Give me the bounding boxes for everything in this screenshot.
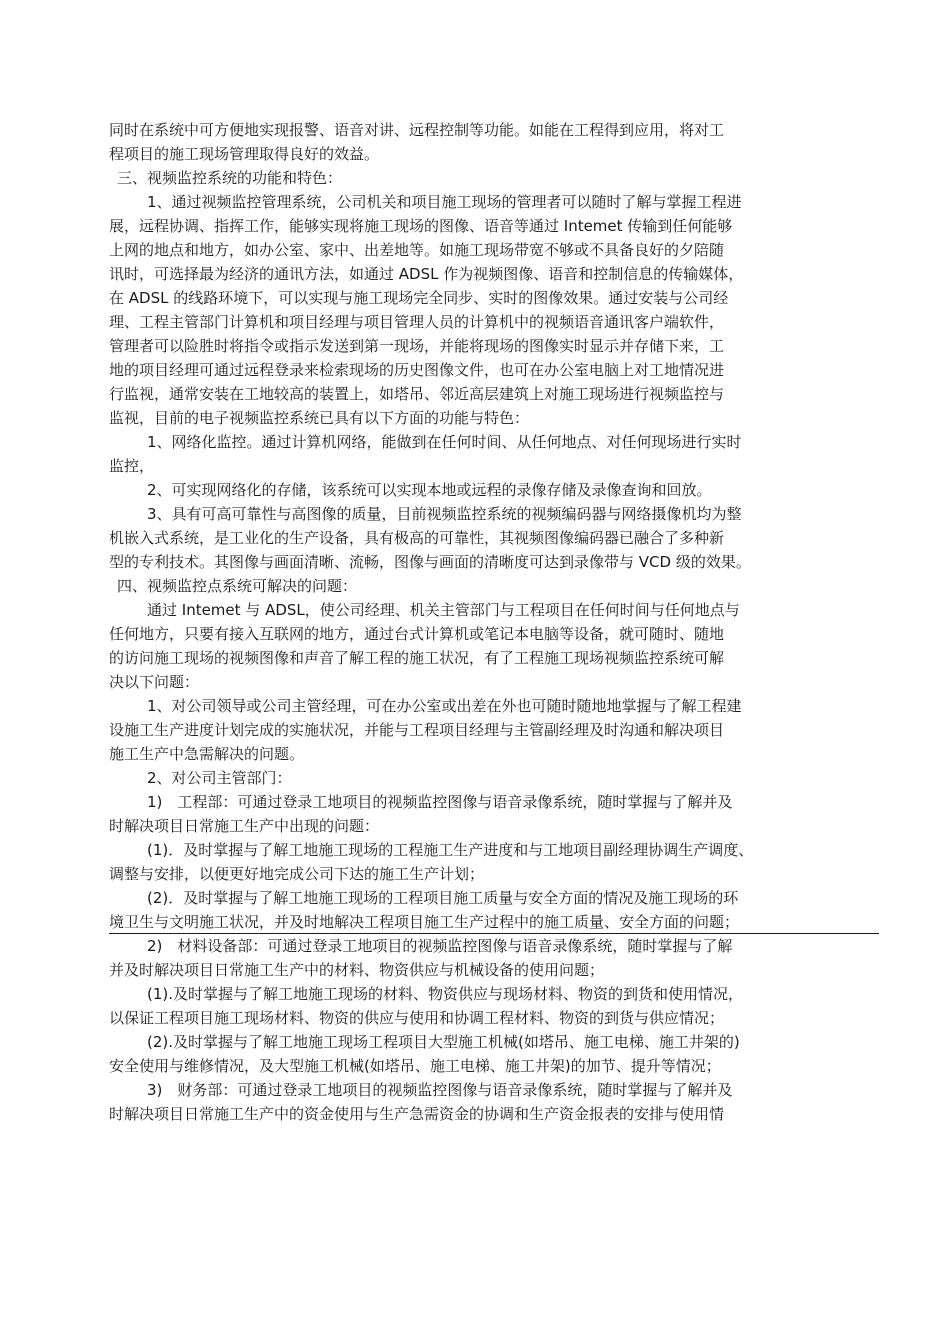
- text-line: 并及时解决项目日常施工生产中的材料、物资供应与机械设备的使用问题；: [109, 961, 605, 979]
- text-line: 地的项目经理可通过远程登录来检索现场的历史图像文件，也可在办公室电脑上对工地情况进: [109, 361, 725, 379]
- text-line: 2、对公司主管部门：: [147, 769, 292, 787]
- text-line: 上网的地点和地方，如办公室、家中、出差地等。如施工现场带宽不够或不具备良好的夕陪随: [109, 241, 725, 259]
- text-line: 调整与安排，以便更好地完成公司下达的施工生产计划；: [109, 865, 485, 883]
- text-line: 讯时，可选择最为经济的通讯方法，如通过 ADSL 作为视频图像、语音和控制信息的传输媒体，: [109, 265, 744, 283]
- text-line: 3) 财务部：可通过登录工地项目的视频监控图像与语音录像系统，随时掌握与了解并及: [147, 1081, 733, 1099]
- text-line: 四、视频监控点系统可解决的问题：: [117, 577, 358, 595]
- text-line: 机嵌入式系统，是工业化的生产设备，具有极高的可靠性，其视频图像编码器已融合了多种新: [109, 529, 725, 547]
- text-line: 安全使用与维修情况，及大型施工机械(如塔吊、施工电梯、施工井架)的加节、提升等情况；: [109, 1057, 721, 1075]
- text-line: 3、具有可高可靠性与高图像的质量，目前视频监控系统的视频编码器与网络摄像机均为整: [147, 505, 742, 523]
- text-line: 境卫生与文明施工状况，并及时地解决工程项目施工生产过程中的施工质量、安全方面的问题；: [109, 910, 879, 934]
- text-line: 1、网络化监控。通过计算机网络，能做到在任何时间、从任何地点、对任何现场进行实时: [147, 433, 742, 451]
- text-line: 2、可实现网络化的存储，该系统可以实现本地或远程的录像存储及录像查询和回放。: [147, 481, 712, 499]
- text-line: 同时在系统中可方便地实现报警、语音对讲、远程控制等功能。如能在工程得到应用，将对工: [109, 121, 725, 139]
- text-line: 行监视，通常安装在工地较高的装置上，如塔吊、邻近高层建筑上对施工现场进行视频监控与: [109, 385, 725, 403]
- text-line: 通过 Intemet 与 ADSL，使公司经理、机关主管部门与工程项目在任何时间与任何地点与: [147, 601, 740, 619]
- document-body: [109, 118, 879, 1126]
- text-line: 施工生产中急需解决的问题。: [109, 745, 305, 763]
- text-line: 1、通过视频监控管理系统，公司机关和项目施工现场的管理者可以随时了解与掌握工程进: [147, 193, 742, 211]
- text-line: 展，远程协调、指挥工作，能够实现将施工现场的图像、语音等通过 Intemet 传输到任何能够: [109, 217, 733, 235]
- text-line: 三、视频监控系统的功能和特色：: [117, 169, 343, 187]
- text-line: 型的专利技术。其图像与画面清晰、流畅，图像与画面的清晰度可达到录像带与 VCD 级的效果。: [109, 553, 751, 571]
- text-line: 监控，: [109, 457, 155, 475]
- text-line: 程项目的施工现场管理取得良好的效益。: [109, 145, 380, 163]
- text-line: 决以下问题：: [109, 673, 200, 691]
- text-line: 时解决项目日常施工生产中出现的问题：: [109, 817, 380, 835]
- text-line: 理、工程主管部门计算机和项目经理与项目管理人员的计算机中的视频语音通讯客户端软件，: [109, 313, 725, 331]
- text-line: (1).及时掌握与了解工地施工现场的材料、物资供应与现场材料、物资的到货和使用情况，: [147, 985, 744, 1003]
- text-line: (1)．及时掌握与了解工地施工现场的工程施工生产进度和与工地项目副经理协调生产调度、: [147, 841, 754, 859]
- text-line: 在 ADSL 的线路环境下，可以实现与施工现场完全同步、实时的图像效果。通过安装与公司经: [109, 289, 729, 307]
- text-line: (2)．及时掌握与了解工地施工现场的工程项目施工质量与安全方面的情况及施工现场的环: [147, 889, 739, 907]
- text-line: 2) 材料设备部：可通过登录工地项目的视频监控图像与语音录像系统，随时掌握与了解: [147, 937, 733, 955]
- text-line: 设施工生产进度计划完成的实施状况，并能与工程项目经理与主管副经理及时沟通和解决项目: [109, 721, 725, 739]
- text-line: 1、对公司领导或公司主管经理，可在办公室或出差在外也可随时随地地掌握与了解工程建: [147, 697, 742, 715]
- text-line: 监视，目前的电子视频监控系统已具有以下方面的功能与特色：: [109, 409, 530, 427]
- text-line: 的访问施工现场的视频图像和声音了解工程的施工状况，有了工程施工现场视频监控系统可解: [109, 649, 725, 667]
- text-line: 1) 工程部：可通过登录工地项目的视频监控图像与语音录像系统，随时掌握与了解并及: [147, 793, 733, 811]
- text-line: (2).及时掌握与了解工地施工现场工程项目大型施工机械(如塔吊、施工电梯、施工井架的): [147, 1033, 740, 1051]
- text-line: 任何地方，只要有接入互联网的地方，通过台式计算机或笔记本电脑等设备，就可随时、随地: [109, 625, 725, 643]
- text-line: 以保证工程项目施工现场材料、物资的供应与使用和协调工程材料、物资的到货与供应情况；: [109, 1009, 725, 1027]
- text-line: 时解决项目日常施工生产中的资金使用与生产急需资金的协调和生产资金报表的安排与使用情: [109, 1105, 725, 1123]
- text-line: 管理者可以险胜时将指令或指示发送到第一现场，并能将现场的图像实时显示并存储下来，工: [109, 337, 725, 355]
